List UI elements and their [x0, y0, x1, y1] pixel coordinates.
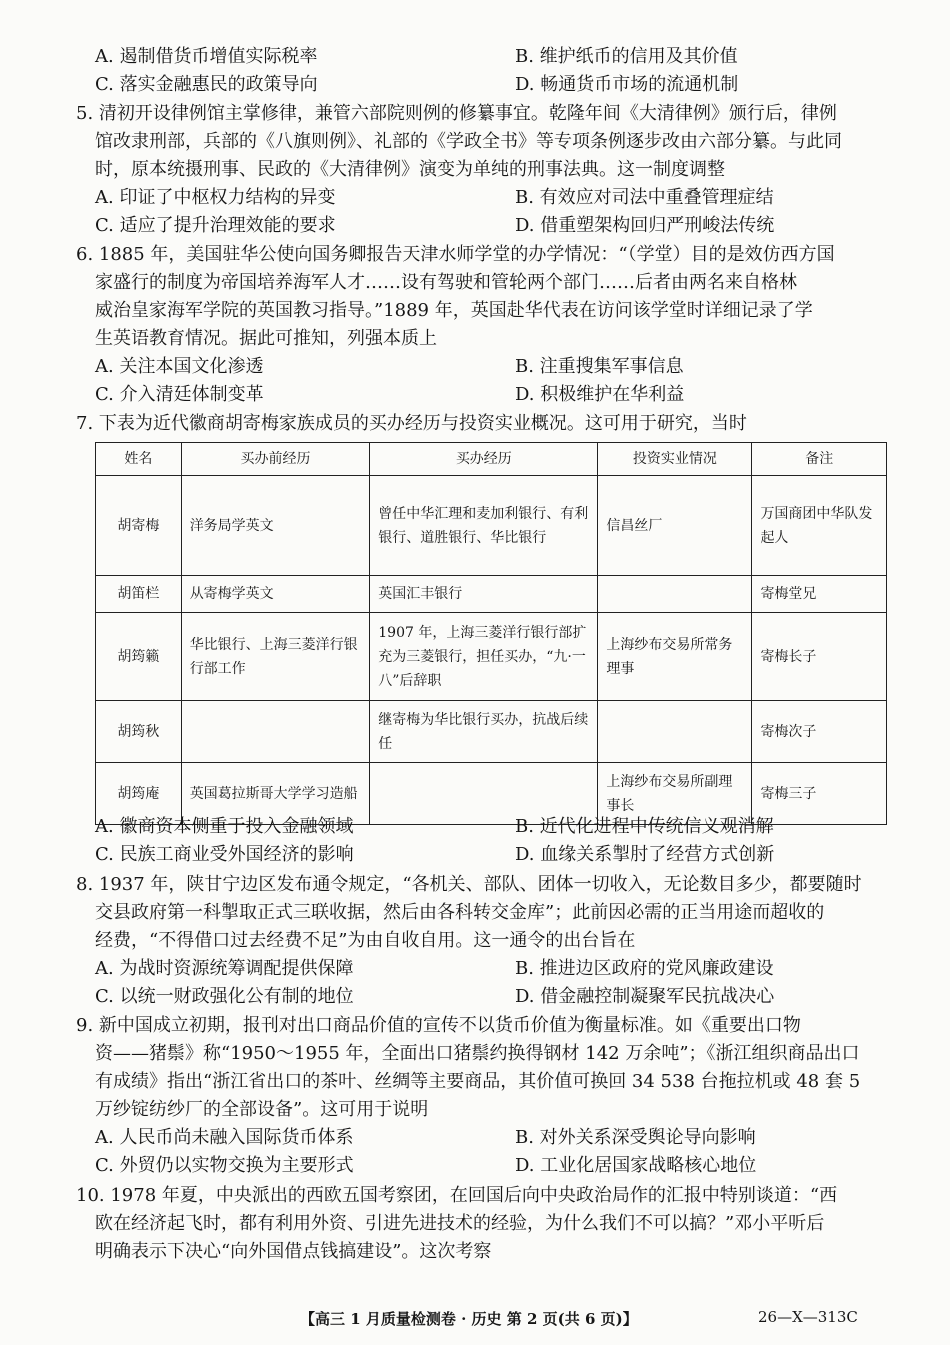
cell: 寄梅三子	[752, 763, 887, 825]
cell	[598, 576, 752, 613]
page-footer-title: 【高三 1 月质量检测卷 · 历史 第 2 页(共 6 页)】	[300, 1310, 638, 1328]
table-row	[96, 576, 887, 613]
cell: 信昌丝厂	[598, 476, 752, 576]
cell: 寄梅次子	[752, 701, 887, 763]
q10-line: 10. 1978 年夏，中央派出的西欧五国考察团，在回国后向中央政治局作的汇报中特别谈道：“西	[76, 1185, 838, 1206]
q8-option-c: C. 以统一财政强化公有制的地位	[95, 986, 354, 1007]
cell: 胡筠籁	[96, 613, 182, 701]
q7-stem: 7. 下表为近代徽商胡寄梅家族成员的买办经历与投资实业概况。这可用于研究，当时	[76, 413, 747, 434]
q5-line: 时，原本统摄刑事、民政的《大清律例》演变为单纯的刑事法典。这一制度调整	[95, 159, 725, 180]
cell: 胡笛栏	[96, 576, 182, 613]
header-name: 姓名	[96, 443, 182, 476]
cell: 胡筠庵	[96, 763, 182, 825]
q4-option-a: A. 遏制借货币增值实际税率	[95, 46, 318, 67]
table-row	[96, 613, 887, 701]
cell: 英国汇丰银行	[370, 576, 598, 613]
cell: 1907 年，上海三菱洋行银行部扩充为三菱银行，担任买办，“九·一八”后辞职	[370, 613, 598, 701]
header-investment: 投资实业情况	[598, 443, 752, 476]
cell: 曾任中华汇理和麦加利银行、有利银行、道胜银行、华比银行	[370, 476, 598, 576]
header-pre: 买办前经历	[181, 443, 370, 476]
q6-line: 6. 1885 年，美国驻华公使向国务卿报告天津水师学堂的办学情况：“（学堂）目的是效仿西方国	[76, 244, 835, 265]
q5-option-c: C. 适应了提升治理效能的要求	[95, 215, 336, 236]
q6-line: 生英语教育情况。据此可推知，列强本质上	[95, 328, 437, 349]
q9-line: 9. 新中国成立初期，报刊对出口商品价值的宣传不以货币价值为衡量标准。如《重要出口物	[76, 1015, 801, 1036]
cell: 洋务局学英文	[181, 476, 370, 576]
q8-option-a: A. 为战时资源统筹调配提供保障	[95, 958, 354, 979]
cell: 寄梅长子	[752, 613, 887, 701]
q9-line: 有成绩》指出“浙江省出口的茶叶、丝绸等主要商品，其价值可换回 34 538 台拖拉机或 48 套 5	[95, 1071, 861, 1092]
cell: 从寄梅学英文	[181, 576, 370, 613]
q9-option-a: A. 人民币尚未融入国际货币体系	[95, 1127, 354, 1148]
q6-option-d: D. 积极维护在华利益	[515, 384, 685, 405]
q5-line: 5. 清初开设律例馆主掌修律，兼管六部院则例的修纂事宜。乾隆年间《大清律例》颁行后，律例	[76, 103, 837, 124]
q9-line: 万纱锭纺纱厂的全部设备”。这可用于说明	[95, 1099, 429, 1120]
q5-line: 馆改隶刑部，兵部的《八旗则例》、礼部的《学政全书》等专项条例逐步改由六部分纂。与此同	[95, 131, 842, 152]
cell: 胡寄梅	[96, 476, 182, 576]
cell: 万国商团中华队发起人	[752, 476, 887, 576]
q5-option-b: B. 有效应对司法中重叠管理症结	[515, 187, 774, 208]
q9-option-b: B. 对外关系深受舆论导向影响	[515, 1127, 756, 1148]
q7-option-d: D. 血缘关系掣肘了经营方式创新	[515, 844, 775, 865]
cell: 上海纱布交易所副理事长	[598, 763, 752, 825]
q10-line: 欧在经济起飞时，都有利用外资、引进先进技术的经验，为什么我们不可以搞？”邓小平听后	[95, 1213, 825, 1234]
comprador-table	[95, 442, 887, 825]
q7-option-b: B. 近代化进程中传统信义观消解	[515, 816, 774, 837]
page-footer-code: 26—X—313C	[758, 1308, 858, 1326]
q8-option-d: D. 借金融控制凝聚军民抗战决心	[515, 986, 775, 1007]
q4-option-c: C. 落实金融惠民的政策导向	[95, 74, 318, 95]
q7-option-a: A. 徽商资本侧重于投入金融领域	[95, 816, 354, 837]
table-row	[96, 701, 887, 763]
cell	[598, 701, 752, 763]
q5-option-d: D. 借重塑架构回归严刑峻法传统	[515, 215, 775, 236]
q6-line: 威治皇家海军学院的英国教习指导。”1889 年，英国赴华代表在访问该学堂时详细记录了学	[95, 300, 813, 321]
cell: 胡筠秋	[96, 701, 182, 763]
q8-option-b: B. 推进边区政府的党风廉政建设	[515, 958, 774, 979]
q6-option-b: B. 注重搜集军事信息	[515, 356, 684, 377]
q9-line: 资——猪鬃》称“1950～1955 年，全面出口猪鬃约换得钢材 142 万余吨”；《浙江组织商品出口	[95, 1043, 860, 1064]
q10-line: 明确表示下决心“向外国借点钱搞建设”。这次考察	[95, 1241, 492, 1262]
cell: 继寄梅为华比银行买办，抗战后续任	[370, 701, 598, 763]
cell: 上海纱布交易所常务理事	[598, 613, 752, 701]
q4-option-b: B. 维护纸币的信用及其价值	[515, 46, 738, 67]
cell	[181, 701, 370, 763]
table-row	[96, 476, 887, 576]
q5-option-a: A. 印证了中枢权力结构的异变	[95, 187, 336, 208]
q6-line: 家盛行的制度为帝国培养海军人才……设有驾驶和管轮两个部门……后者由两名来自格林	[95, 272, 797, 293]
table-header-row	[96, 443, 887, 476]
header-comprador: 买办经历	[370, 443, 598, 476]
cell: 寄梅堂兄	[752, 576, 887, 613]
q9-option-c: C. 外贸仍以实物交换为主要形式	[95, 1155, 354, 1176]
q8-line: 交县政府第一科掣取正式三联收据，然后由各科转交金库”；此前因必需的正当用途而超收的	[95, 902, 825, 923]
q4-option-d: D. 畅通货币市场的流通机制	[515, 74, 739, 95]
q7-option-c: C. 民族工商业受外国经济的影响	[95, 844, 354, 865]
q6-option-c: C. 介入清廷体制变革	[95, 384, 264, 405]
q8-line: 8. 1937 年，陕甘宁边区发布通令规定，“各机关、部队、团体一切收入，无论数目多少，都要随时	[76, 874, 862, 895]
q9-option-d: D. 工业化居国家战略核心地位	[515, 1155, 757, 1176]
cell: 英国葛拉斯哥大学学习造船	[181, 763, 370, 825]
header-note: 备注	[752, 443, 887, 476]
q6-option-a: A. 关注本国文化渗透	[95, 356, 264, 377]
q8-line: 经费，“不得借口过去经费不足”为由自收自用。这一通令的出台旨在	[95, 930, 636, 951]
cell: 华比银行、上海三菱洋行银行部工作	[181, 613, 370, 701]
